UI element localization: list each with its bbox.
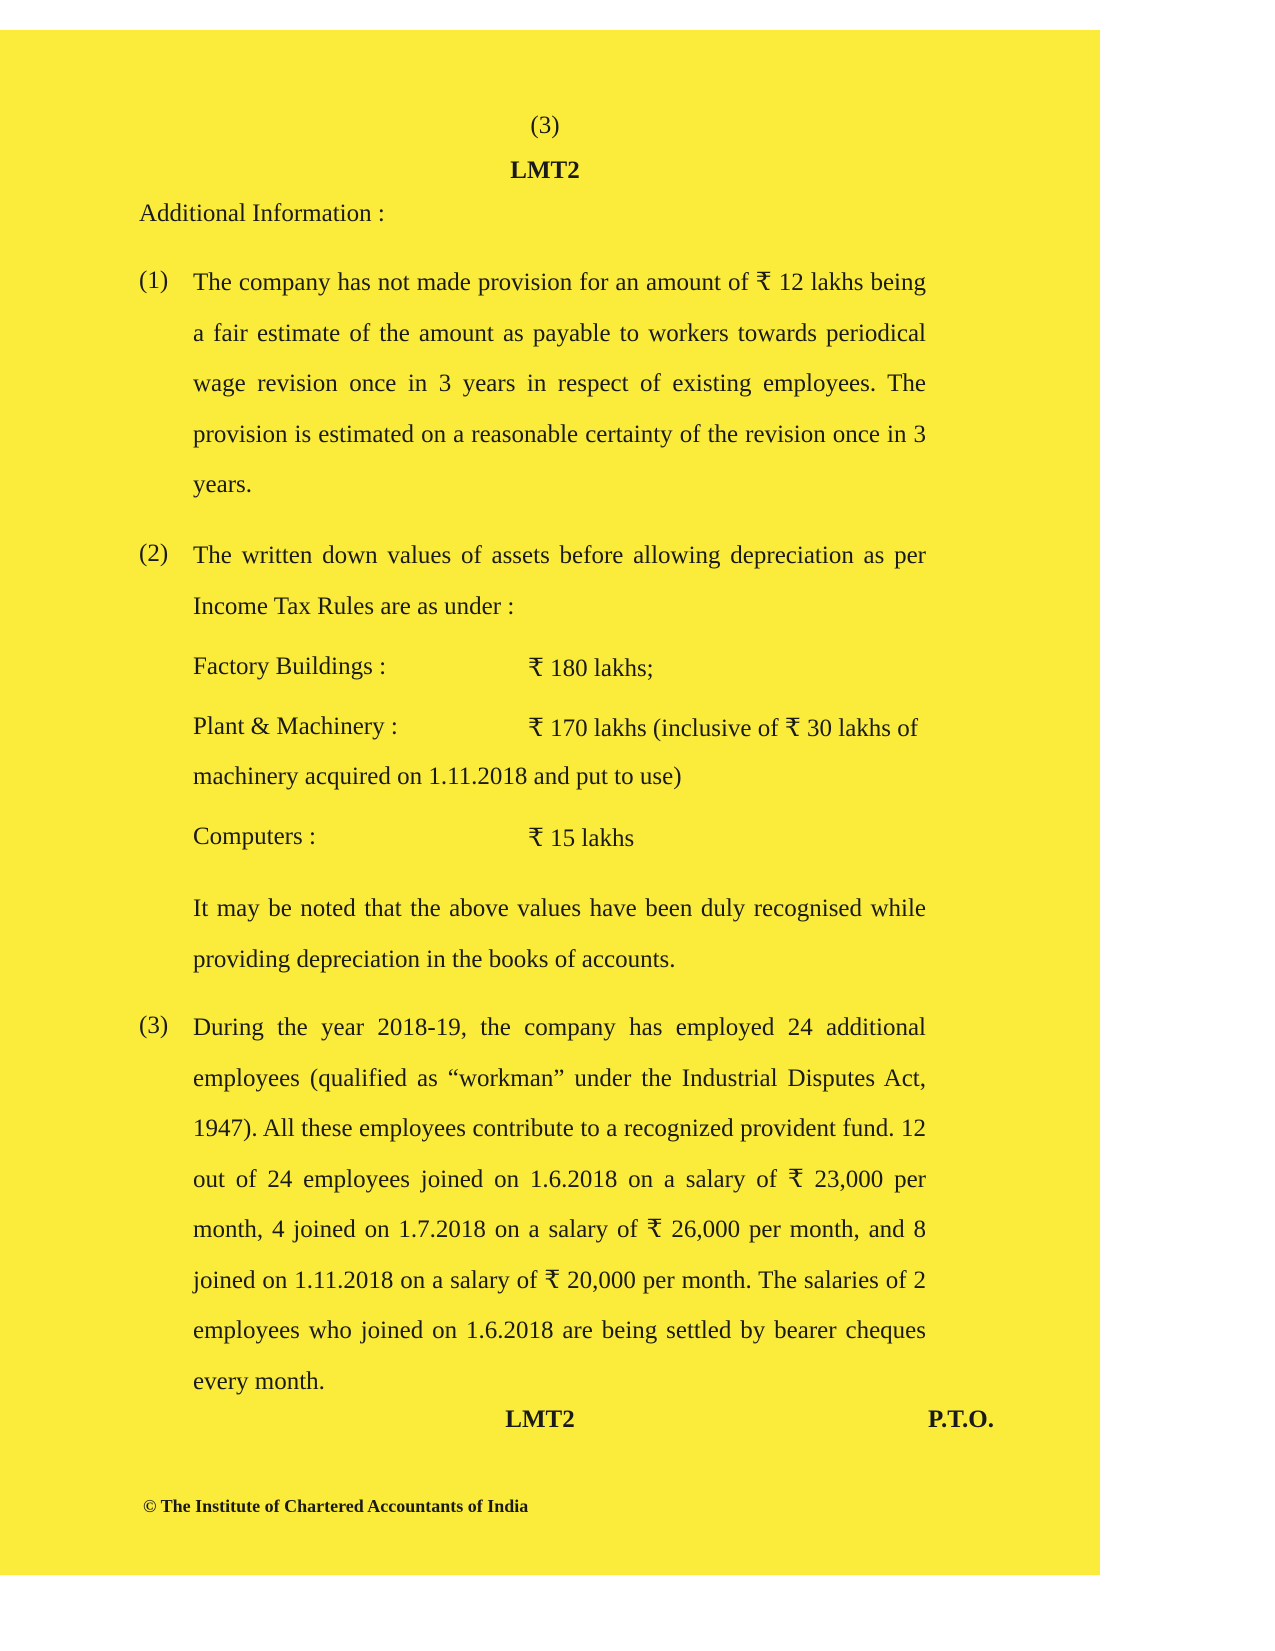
item-text-1: The company has not made provision for an amount of ₹ 12 lakhs being a fair estimate of the amount as payable to workers towards periodical wage revision once in 3 years in respect of existing employees. The provision is estimated on a reasonable certainty of the revision once in 3 years. — [193, 269, 926, 498]
item-number-2: (2) — [139, 540, 169, 567]
asset-value-factory-buildings: ₹ 180 lakhs; — [528, 655, 654, 682]
asset-label-computers: Computers : — [193, 823, 316, 850]
asset-value-computers: ₹ 15 lakhs — [528, 825, 635, 852]
asset-continuation-plant-machinery: machinery acquired on 1.11.2018 and put to use) — [193, 763, 682, 790]
pto-label: P.T.O. — [928, 1406, 994, 1433]
item-number-1: (1) — [139, 267, 169, 294]
paper-code-footer: LMT2 — [505, 1406, 575, 1433]
page-number: (3) — [530, 112, 560, 139]
section-title: Additional Information : — [139, 200, 385, 227]
asset-value-plant-machinery: ₹ 170 lakhs (inclusive of ₹ 30 lakhs of — [528, 715, 919, 742]
copyright-notice: © The Institute of Chartered Accountants of India — [143, 1496, 529, 1516]
item-intro-2: The written down values of assets before allowing depreciation as per Income Tax Rules are as under : — [193, 542, 926, 620]
item-number-3: (3) — [139, 1012, 169, 1039]
item-note-2: It may be noted that the above values have been duly recognised while providing depreciation in the books of accounts. — [193, 895, 926, 973]
asset-label-plant-machinery: Plant & Machinery : — [193, 713, 398, 740]
paper-code-header: LMT2 — [510, 157, 580, 184]
asset-label-factory-buildings: Factory Buildings : — [193, 653, 387, 680]
item-text-3: During the year 2018-19, the company has employed 24 additional employees (qualified as “workman” under the Industrial Disputes Act, 1947). All these employees contribute to a recognized provident fund. 12 out of 24 employees joined on 1.6.2018 on a salary of ₹ 23,000 per month, 4 joined on 1.7.2018 on a salary of ₹ 26,000 per month, and 8 joined on 1.11.2018 on a salary of ₹ 20,000 per month. The salaries of 2 employees who joined on 1.6.2018 are being settled by bearer cheques every month. — [193, 1014, 926, 1395]
